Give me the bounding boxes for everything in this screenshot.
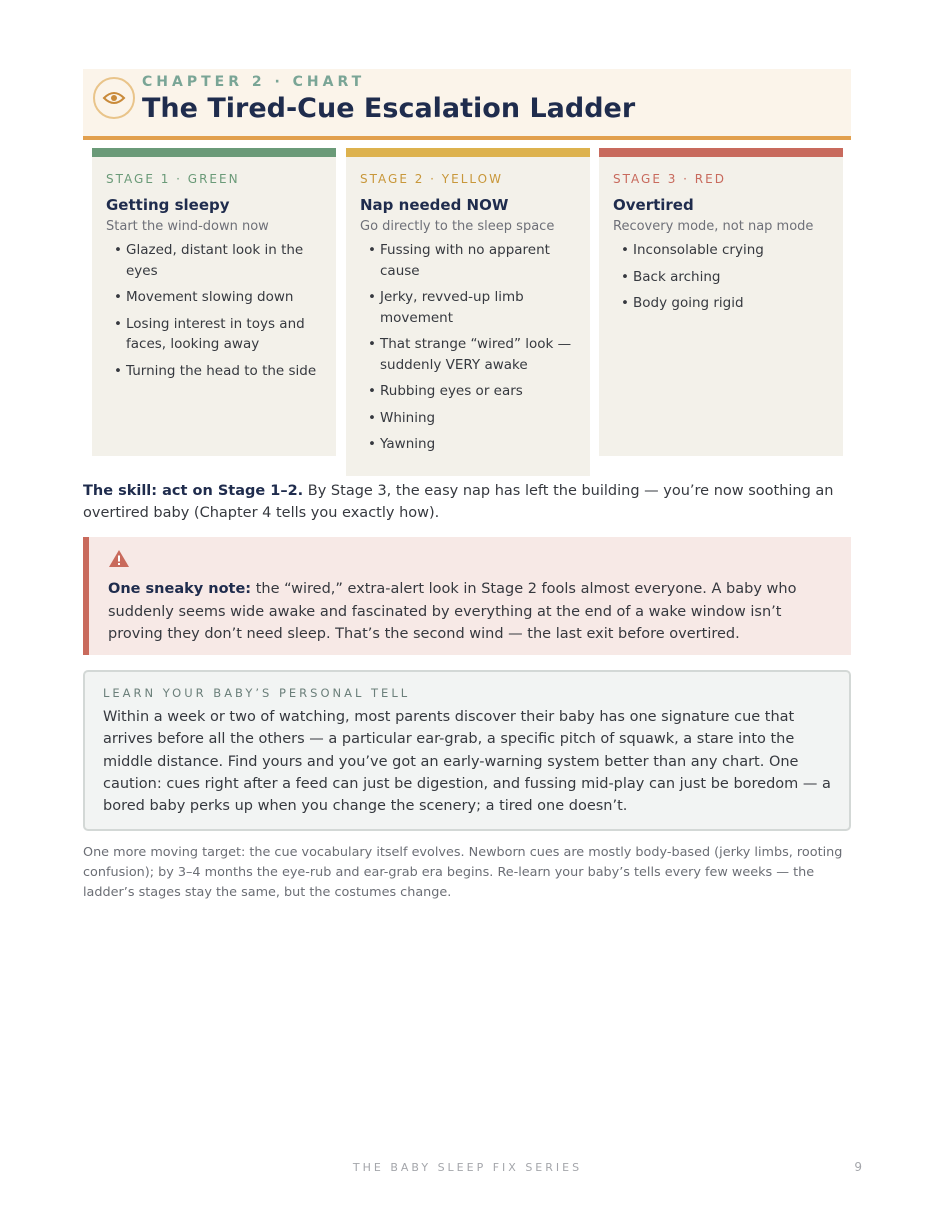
stage-label: STAGE 1 · GREEN <box>106 172 240 186</box>
stage-color-bar <box>92 148 336 157</box>
cue-item: • Whining <box>360 408 576 429</box>
note-text <box>108 578 831 646</box>
stage-title: Nap needed NOW <box>360 196 509 214</box>
stage-title: Getting sleepy <box>106 196 230 214</box>
warning-icon <box>108 549 831 572</box>
page-number: 9 <box>854 1160 862 1174</box>
cue-list <box>106 240 322 381</box>
stage-subtitle: Go directly to the sleep space <box>360 219 555 234</box>
page-title: The Tired-Cue Escalation Ladder <box>142 93 636 124</box>
stage-label: STAGE 2 · YELLOW <box>360 172 503 186</box>
cue-item: • Turning the head to the side <box>106 361 322 382</box>
stage-color-bar <box>346 148 590 157</box>
cue-item: • Movement slowing down <box>106 287 322 308</box>
note-lead: One sneaky note: <box>108 581 252 597</box>
sneaky-note-callout <box>83 537 851 655</box>
stage-subtitle: Recovery mode, not nap mode <box>613 219 814 234</box>
cue-item: • Inconsolable crying <box>613 240 829 261</box>
footer-series: THE BABY SLEEP FIX SERIES <box>352 1161 583 1174</box>
cue-item: • Rubbing eyes or ears <box>360 381 576 402</box>
stage-title: Overtired <box>613 196 694 214</box>
skill-lead: The skill: act on Stage 1–2. <box>83 483 304 499</box>
cue-item: • That strange “wired” look — suddenly VERY awake <box>360 334 576 375</box>
eye-icon <box>93 77 135 119</box>
cue-item: • Glazed, distant look in the eyes <box>106 240 322 281</box>
chapter-header <box>83 69 851 140</box>
stage-card-red <box>599 148 843 456</box>
note-body: the “wired,” extra-alert look in Stage 2 fools almost everyone. A baby who suddenly seems wide awake and fascinated by everything at the end of a wake window isn’t proving they don’t need sleep. That’s the second wind — the last exit before overtired. <box>108 581 797 642</box>
tell-label: LEARN YOUR BABY’S PERSONAL TELL <box>103 686 411 700</box>
cue-list <box>360 240 576 455</box>
chapter-eyebrow: CHAPTER 2 · CHART <box>142 74 366 90</box>
cue-item: • Fussing with no apparent cause <box>360 240 576 281</box>
stage-card-green <box>92 148 336 456</box>
stage-label: STAGE 3 · RED <box>613 172 726 186</box>
cue-list <box>613 240 829 314</box>
cue-item: • Yawning <box>360 434 576 455</box>
cue-item: • Back arching <box>613 267 829 288</box>
stage-color-bar <box>599 148 843 157</box>
stage-card-yellow <box>346 148 590 476</box>
skill-text: By Stage 3, the easy nap has left the building — you’re now soothing an overtired baby (Chapter 4 tells you exactly how). <box>83 483 834 521</box>
tell-text: Within a week or two of watching, most parents discover their baby has one signature cue that arrives before all the others — a particular ear-grab, a specific pitch of squawk, a stare into the middle distance. Find yours and you’ve got an early-warning system better than any chart. One caution: cues right after a feed can just be digestion, and fussing mid-play can just be boredom — a bored baby perks up when you change the scenery; a tired one doesn’t. <box>103 709 831 815</box>
skill-paragraph <box>83 480 851 524</box>
moving-target-paragraph: One more moving target: the cue vocabulary itself evolves. Newborn cues are mostly body-based (jerky limbs, rooting confusion); by 3–4 months the eye-rub and ear-grab era begins. Re-learn your baby’s tells every few weeks — the ladder’s stages stay the same, but the costumes change. <box>83 845 843 900</box>
cue-item: • Jerky, revved-up limb movement <box>360 287 576 328</box>
personal-tell-box <box>83 670 851 831</box>
stage-subtitle: Start the wind-down now <box>106 219 269 234</box>
cue-item: • Body going rigid <box>613 293 829 314</box>
cue-item: • Losing interest in toys and faces, looking away <box>106 314 322 355</box>
